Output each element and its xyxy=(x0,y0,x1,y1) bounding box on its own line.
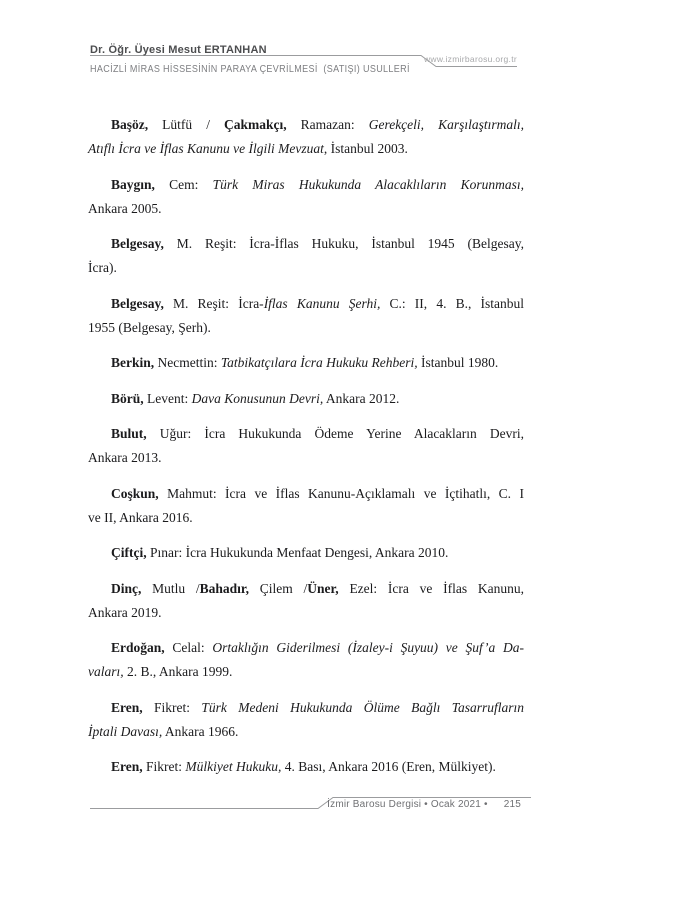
bib-author-text: Belgesay, xyxy=(111,295,164,311)
bib-entry-line xyxy=(88,113,524,137)
bib-text: Cem: xyxy=(154,176,213,192)
bib-text: Ankara 2019. xyxy=(88,604,162,620)
bib-entry-line xyxy=(88,446,524,470)
bib-text: ve II, Ankara 2016. xyxy=(88,509,193,525)
bib-entry-line xyxy=(88,387,524,411)
bib-text: 4. Bası, Ankara 2016 (Eren, Mülkiyet). xyxy=(281,759,496,774)
article-title: HACİZLİ MİRAS HİSSESİNİN PARAYA ÇEVRİLMESİ (SATIŞI) USULLERİ xyxy=(90,63,410,75)
journal-name: İzmir Barosu Dergisi • Ocak 2021 • xyxy=(327,799,488,810)
bib-author-text: Berkin, xyxy=(111,355,155,370)
bib-entry-line xyxy=(88,316,524,340)
bib-text: 2. B., Ankara 1999. xyxy=(123,664,233,679)
bib-entry-line xyxy=(88,541,524,565)
bib-text: Ramazan: xyxy=(286,117,369,132)
bib-text: M. Reşit: İcra- xyxy=(163,295,264,311)
bib-entry-line xyxy=(88,601,524,625)
bib-entry-line xyxy=(88,137,524,161)
bibliography xyxy=(88,113,524,791)
bib-text: C.: II, 4. B., İstanbul xyxy=(380,295,524,311)
bib-entry xyxy=(88,173,524,221)
bib-entry xyxy=(88,541,524,565)
bib-entry-line xyxy=(88,351,524,375)
bib-title-text: İptali Davası, xyxy=(88,723,163,739)
bib-entry-line xyxy=(88,636,524,660)
bib-entry xyxy=(88,482,524,530)
bib-text: Levent: xyxy=(143,390,192,406)
bib-entry xyxy=(88,422,524,470)
bib-entry-line xyxy=(88,197,524,221)
bib-text: İcra). xyxy=(88,260,117,275)
bib-entry xyxy=(88,696,524,744)
bib-entry xyxy=(88,292,524,340)
bib-text: Uğur: İcra Hukukunda Ödeme Yerine Alacakların Devri, xyxy=(146,426,524,441)
bib-title-text: Türk Medeni Hukukunda Ölüme Bağlı Tasarrufların xyxy=(201,699,524,715)
bib-text: Ankara 2012. xyxy=(323,390,400,406)
bib-text: Çilem / xyxy=(249,580,308,596)
bib-entry-line xyxy=(88,755,524,779)
bib-title-text: İflas Kanunu Şerhi, xyxy=(263,295,381,311)
bib-text: Lütfü / xyxy=(148,117,224,132)
bib-entry-line xyxy=(88,696,524,720)
bib-author-text: Bulut, xyxy=(111,426,147,441)
bib-text: , İstanbul 2003. xyxy=(323,141,408,156)
bib-text: Celal: xyxy=(164,640,213,655)
bib-entry-line xyxy=(88,660,524,684)
bib-text: Mahmut: İcra ve İflas Kanunu-Açıklamalı ve İçtihatlı, C. I xyxy=(158,485,524,501)
bib-author-text: Çiftçi, xyxy=(111,545,147,560)
bib-entry xyxy=(88,636,524,684)
bib-text: Ankara 1966. xyxy=(162,723,239,739)
bib-author-text: Erdoğan, xyxy=(111,640,165,655)
bib-text: Necmettin: xyxy=(154,355,221,370)
bib-text: Fikret: xyxy=(142,759,186,774)
bib-text: M. Reşit: İcra-İflas Hukuku, İstanbul 1945 (Belgesay, xyxy=(163,236,524,251)
bib-title-text: Tatbikatçılara İcra Hukuku Rehberi, xyxy=(220,355,418,370)
bib-entry xyxy=(88,577,524,625)
bib-text: Ankara 2005. xyxy=(88,200,162,216)
journal-website: www.izmirbarosu.org.tr xyxy=(423,54,517,64)
bib-text: 1955 (Belgesay, Şerh). xyxy=(88,319,211,335)
bib-author-text: Çakmakçı, xyxy=(224,117,287,132)
bib-author-text: Eren, xyxy=(111,699,143,715)
bib-author-text: Dinç, xyxy=(111,580,142,596)
bib-author-text: Bahadır, xyxy=(199,580,250,596)
bib-entry-line xyxy=(88,173,524,197)
bib-entry-line xyxy=(88,720,524,744)
bib-entry-line xyxy=(88,577,524,601)
author-name: Dr. Öğr. Üyesi Mesut ERTANHAN xyxy=(90,44,267,56)
bib-title-text: Gerekçeli, Karşılaştırmalı, xyxy=(368,117,524,132)
bib-title-text: vaları, xyxy=(88,664,124,679)
bib-entry xyxy=(88,387,524,411)
bib-text: Mutlu / xyxy=(141,580,200,596)
bib-text: Pınar: İcra Hukukunda Menfaat Dengesi, Ankara 2010. xyxy=(146,545,449,560)
bib-entry-line xyxy=(88,292,524,316)
bib-text: İstanbul 1980. xyxy=(417,355,499,370)
bib-title-text: Dava Konusunun Devri, xyxy=(191,390,324,406)
bib-author-text: Börü, xyxy=(111,390,144,406)
bib-entry xyxy=(88,351,524,375)
bib-entry-line xyxy=(88,422,524,446)
bib-text: Fikret: xyxy=(142,699,202,715)
page-footer xyxy=(327,799,521,810)
bib-entry-line xyxy=(88,482,524,506)
bib-title-text: Atıflı İcra ve İflas Kanunu ve İlgili Mevzuat xyxy=(88,141,324,156)
bib-author-text: Eren, xyxy=(111,759,143,774)
bib-text: Ankara 2013. xyxy=(88,450,162,465)
bib-author-text: Belgesay, xyxy=(111,236,164,251)
bib-title-text: Türk Miras Hukukunda Alacaklıların Korunması, xyxy=(212,176,525,192)
bib-text: Ezel: İcra ve İflas Kanunu, xyxy=(338,580,524,596)
bib-title-text: Ortaklığın Giderilmesi (İzaley-i Şuyuu) ve Şuf’a Da- xyxy=(212,640,524,655)
bib-entry-line xyxy=(88,256,524,280)
bib-entry xyxy=(88,113,524,161)
bib-entry xyxy=(88,232,524,280)
bib-entry xyxy=(88,755,524,779)
bib-title-text: Mülkiyet Hukuku, xyxy=(185,759,282,774)
bib-author-text: Başöz, xyxy=(111,117,149,132)
bib-author-text: Üner, xyxy=(307,580,339,596)
page-number: 215 xyxy=(503,799,521,810)
bib-entry-line xyxy=(88,232,524,256)
bib-author-text: Coşkun, xyxy=(111,485,159,501)
bib-entry-line xyxy=(88,506,524,530)
bib-author-text: Baygın, xyxy=(111,176,155,192)
